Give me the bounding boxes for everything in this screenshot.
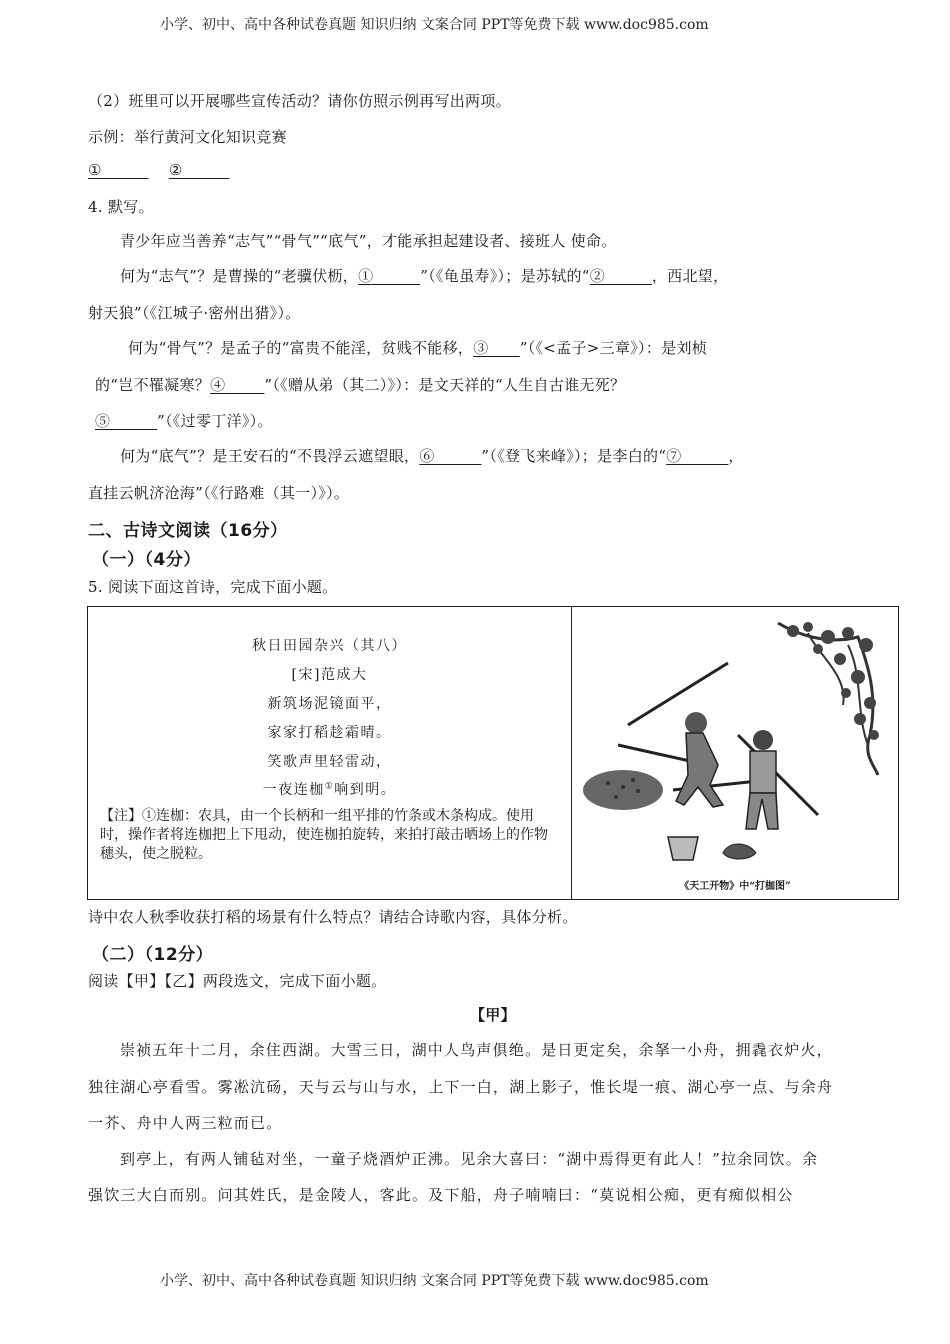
jia-p1-line3: 一芥、舟中人两三粒而已。 (88, 1114, 283, 1132)
q4-text: ，西北望， (651, 267, 729, 285)
q4-guqi-line (128, 337, 707, 358)
part2-prompt: 阅读【甲】【乙】两段选文，完成下面小题。 (88, 972, 387, 990)
q4-text: 何为“骨气”？是孟子的“富贵不能淫，贫贱不能移， (128, 339, 474, 357)
dictation-blank-2[interactable]: ②______ (589, 267, 652, 285)
q4-text: ”（《<孟子>三章》）：是刘桢 (519, 339, 708, 357)
q4-text: 何为“底气”？是王安石的“不畏浮云遮望眼， (120, 447, 420, 465)
flail-illustration (578, 615, 892, 895)
illustration-caption: 《天工开物》中“打枷图” (679, 881, 791, 892)
poem-table (87, 606, 899, 900)
q4-diqi-line (120, 445, 744, 466)
page-header: 小学、初中、高中各种试卷真题 知识归纳 文案合同 PPT等免费下载 www.doc985.com (160, 17, 709, 33)
q4-intro: 青少年应当善养“志气”“骨气”“底气”，才能承担起建设者、接班人 使命。 (120, 232, 617, 250)
jia-p1-line2: 独往湖心亭看雪。雾凇沆砀，天与云与山与水，上下一白，湖上影子，惟长堤一痕、湖心亭一点、与余舟 (88, 1078, 834, 1096)
q5-prompt: 5. 阅读下面这首诗，完成下面小题。 (88, 578, 338, 596)
q4-zhiqi-line2: 射天狼”（《江城子·密州出猎》）。 (88, 304, 301, 322)
answer-blank-1[interactable]: ①______ (88, 161, 149, 179)
q4-text: ”（《过零丁洋》）。 (157, 412, 273, 430)
poem-note: 【注】①连枷：农具，由一个长柄和一组平排的竹条或木条构成。使用时，操作者将连枷把上下甩动，使连枷拍旋转，来拍打敲击晒场上的作物穗头，使之脱粒。 (100, 808, 548, 862)
q5-question: 诗中农人秋季收获打稻的场景有什么特点？请结合诗歌内容，具体分析。 (88, 908, 578, 926)
dictation-blank-7[interactable]: ⑦______ (666, 447, 729, 465)
q4-diqi-line2: 直挂云帆济沧海”（《行路难（其一）》）。 (88, 484, 350, 502)
dictation-blank-6[interactable]: ⑥______ (419, 447, 482, 465)
section-title: 二、古诗文阅读（16分） (88, 521, 288, 541)
dictation-blank-5[interactable]: ⑤______ (95, 412, 158, 430)
dictation-blank-3[interactable]: ③____ (473, 339, 520, 357)
page-footer: 小学、初中、高中各种试卷真题 知识归纳 文案合同 PPT等免费下载 www.doc985.com (160, 1273, 709, 1289)
jia-label: 【甲】 (470, 1006, 516, 1024)
q4-text: ”（《赠从弟（其二）》）：是文天祥的“人生自古谁无死？ (264, 376, 626, 394)
q4-zhiqi-line (120, 265, 728, 286)
poem-line-2: 家家打稻趁霜晴。 (267, 725, 392, 741)
part1-title: （一）（4分） (92, 550, 201, 570)
jia-p1-line1: 崇祯五年十二月，余住西湖。大雪三日，湖中人鸟声俱绝。是日更定矣，余拏一小舟，拥毳衣炉火， (120, 1041, 833, 1059)
poem-author: [宋]范成大 (291, 667, 368, 683)
threshing-picture (578, 615, 892, 875)
q3-2-answers (88, 161, 229, 179)
jia-p2-line1: 到亭上，有两人铺毡对坐，一童子烧酒炉正沸。见余大喜曰：“湖中焉得更有此人！”拉余同饮。余 (120, 1150, 819, 1168)
q4-text: ， (728, 447, 744, 465)
q4-text: ”（《龟虽寿》）；是苏轼的“ (420, 267, 590, 285)
poem-title: 秋日田园杂兴（其八） (252, 638, 407, 654)
dictation-blank-4[interactable]: ④_____ (210, 376, 265, 394)
q4-text: 的“岂不罹凝寒？ (95, 376, 211, 394)
q4-text: ”（《登飞来峰》）；是李白的“ (481, 447, 667, 465)
q3-2-prompt: （2）班里可以开展哪些宣传活动？请你仿照示例再写出两项。 (88, 92, 511, 110)
q4-text: 何为“志气”？是曹操的“老骥伏枥， (120, 267, 359, 285)
q4-guqi-line3 (95, 410, 273, 431)
poem-line-4 (88, 779, 571, 799)
q3-2-example: 示例：举行黄河文化知识竞赛 (88, 128, 287, 146)
q4-title: 4. 默写。 (88, 198, 154, 216)
footnote-marker: ① (324, 781, 335, 792)
poem-line-1: 新筑场泥镜面平， (267, 696, 392, 712)
poem-line-3: 笑歌声里轻雷动， (267, 754, 392, 770)
answer-blank-2[interactable]: ②______ (168, 161, 230, 179)
jia-p2-line2: 强饮三大白而别。问其姓氏，是金陵人，客此。及下船，舟子喃喃曰：“莫说相公痴，更有痴似相公 (88, 1186, 794, 1204)
q4-guqi-line2 (95, 374, 625, 395)
dictation-blank-1[interactable]: ①______ (358, 267, 421, 285)
poem-text: 一夜连枷 (262, 782, 325, 798)
part2-title: （二）（12分） (92, 945, 214, 965)
poem-text: 响到明。 (334, 782, 397, 798)
table-divider (571, 607, 572, 899)
